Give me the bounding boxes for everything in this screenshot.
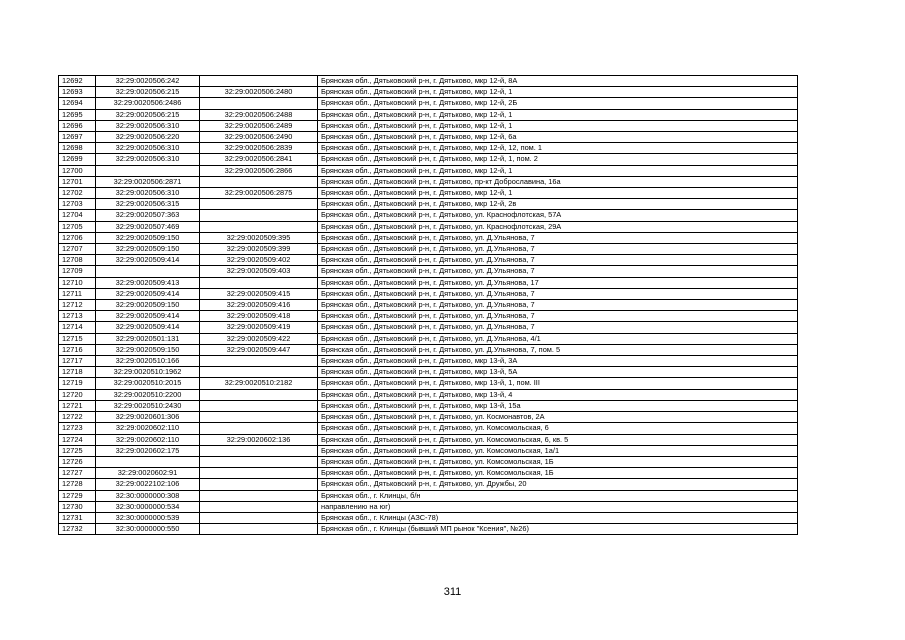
table-row [59,490,798,501]
address-cell: Брянская обл., Дятьковский р-н, г. Дятьково, мкр 12-й, 2в [318,199,798,210]
related-cadastral-number-cell: 32:29:0020602:136 [200,434,318,445]
related-cadastral-number-cell: 32:29:0020509:415 [200,288,318,299]
address-cell: Брянская обл., Дятьковский р-н, г. Дятьково, мкр 12-й, 1 [318,188,798,199]
cadastral-number-cell: 32:29:0020510:166 [96,356,200,367]
table-row [59,333,798,344]
related-cadastral-number-cell [200,98,318,109]
row-number-cell: 12729 [59,490,96,501]
address-cell: Брянская обл., Дятьковский р-н, г. Дятьково, ул. Комсомольская, 1а/1 [318,445,798,456]
cadastral-number-cell: 32:29:0020509:413 [96,277,200,288]
cadastral-number-cell: 32:29:0020506:215 [96,109,200,120]
cadastral-number-cell: 32:30:0000000:308 [96,490,200,501]
table-row [59,255,798,266]
cadastral-number-cell: 32:29:0020506:315 [96,199,200,210]
related-cadastral-number-cell [200,176,318,187]
row-number-cell: 12728 [59,479,96,490]
row-number-cell: 12720 [59,389,96,400]
address-cell: Брянская обл., Дятьковский р-н, г. Дятьково, ул. Краснофлотская, 57А [318,210,798,221]
related-cadastral-number-cell: 32:29:0020509:403 [200,266,318,277]
table-row [59,132,798,143]
related-cadastral-number-cell: 32:29:0020506:2490 [200,132,318,143]
address-cell: Брянская обл., Дятьковский р-н, г. Дятьково, мкр 12-й, 8А [318,76,798,87]
table-row [59,456,798,467]
address-cell: направлению на юг) [318,501,798,512]
address-cell: Брянская обл., Дятьковский р-н, г. Дятьково, ул. Д.Ульянова, 7 [318,288,798,299]
address-cell: Брянская обл., Дятьковский р-н, г. Дятьково, ул. Краснофлотская, 29А [318,221,798,232]
related-cadastral-number-cell: 32:29:0020509:418 [200,311,318,322]
address-cell: Брянская обл., Дятьковский р-н, г. Дятьково, ул. Космонавтов, 2А [318,412,798,423]
row-number-cell: 12731 [59,512,96,523]
row-number-cell: 12712 [59,300,96,311]
table-row [59,143,798,154]
address-cell: Брянская обл., Дятьковский р-н, г. Дятьково, ул. Комсомольская, 1Б [318,456,798,467]
address-cell: Брянская обл., Дятьковский р-н, г. Дятьково, мкр 12-й, 1 [318,109,798,120]
row-number-cell: 12717 [59,356,96,367]
table-row [59,176,798,187]
property-table-body [59,76,798,535]
table-row [59,344,798,355]
address-cell: Брянская обл., Дятьковский р-н, г. Дятьково, ул. Комсомольская, 6, кв. 5 [318,434,798,445]
row-number-cell: 12699 [59,154,96,165]
cadastral-number-cell: 32:29:0020506:310 [96,154,200,165]
address-cell: Брянская обл., Дятьковский р-н, г. Дятьково, мкр 12-й, 2Б [318,98,798,109]
related-cadastral-number-cell: 32:29:0020506:2488 [200,109,318,120]
address-cell: Брянская обл., Дятьковский р-н, г. Дятьково, ул. Д.Ульянова, 17 [318,277,798,288]
table-row [59,232,798,243]
address-cell: Брянская обл., Дятьковский р-н, г. Дятьково, ул. Д.Ульянова, 7 [318,311,798,322]
cadastral-number-cell: 32:29:0020509:150 [96,244,200,255]
address-cell: Брянская обл., Дятьковский р-н, г. Дятьково, мкр 12-й, 1 [318,87,798,98]
cadastral-number-cell: 32:29:0020506:310 [96,120,200,131]
cadastral-number-cell: 32:29:0020602:110 [96,434,200,445]
address-cell: Брянская обл., Дятьковский р-н, г. Дятьково, ул. Комсомольская, 6 [318,423,798,434]
cadastral-number-cell: 32:29:0020506:215 [96,87,200,98]
address-cell: Брянская обл., Дятьковский р-н, г. Дятьково, мкр 12-й, 1 [318,165,798,176]
related-cadastral-number-cell [200,445,318,456]
address-cell: Брянская обл., Дятьковский р-н, г. Дятьково, мкр 13-й, 5А [318,367,798,378]
row-number-cell: 12711 [59,288,96,299]
address-cell: Брянская обл., Дятьковский р-н, г. Дятьково, мкр 12-й, 6а [318,132,798,143]
related-cadastral-number-cell: 32:29:0020509:416 [200,300,318,311]
cadastral-number-cell: 32:29:0020506:310 [96,143,200,154]
cadastral-number-cell: 32:29:0020509:414 [96,311,200,322]
related-cadastral-number-cell: 32:29:0020509:422 [200,333,318,344]
address-cell: Брянская обл., Дятьковский р-н, г. Дятьково, ул. Д.Ульянова, 7 [318,255,798,266]
table-row [59,501,798,512]
cadastral-number-cell: 32:29:0020510:2015 [96,378,200,389]
row-number-cell: 12692 [59,76,96,87]
related-cadastral-number-cell [200,356,318,367]
row-number-cell: 12696 [59,120,96,131]
table-row [59,87,798,98]
table-row [59,378,798,389]
related-cadastral-number-cell [200,490,318,501]
address-cell: Брянская обл., Дятьковский р-н, г. Дятьково, мкр 13-й, 4 [318,389,798,400]
row-number-cell: 12732 [59,524,96,535]
row-number-cell: 12725 [59,445,96,456]
address-cell: Брянская обл., Дятьковский р-н, г. Дятьково, ул. Д.Ульянова, 4/1 [318,333,798,344]
related-cadastral-number-cell: 32:29:0020509:399 [200,244,318,255]
row-number-cell: 12716 [59,344,96,355]
table-row [59,468,798,479]
cadastral-number-cell: 32:29:0020509:414 [96,322,200,333]
related-cadastral-number-cell: 32:29:0020506:2839 [200,143,318,154]
page-number: 311 [443,586,462,598]
related-cadastral-number-cell: 32:29:0020506:2489 [200,120,318,131]
cadastral-number-cell: 32:29:0020602:91 [96,468,200,479]
table-row [59,199,798,210]
row-number-cell: 12710 [59,277,96,288]
address-cell: Брянская обл., г. Клинцы (бывший МП рынок "Ксения", №26) [318,524,798,535]
table-row [59,423,798,434]
address-cell: Брянская обл., Дятьковский р-н, г. Дятьково, мкр 12-й, 1 [318,120,798,131]
table-row [59,367,798,378]
address-cell: Брянская обл., Дятьковский р-н, г. Дятьково, мкр 13-й, 1, пом. III [318,378,798,389]
cadastral-number-cell: 32:29:0020506:2871 [96,176,200,187]
related-cadastral-number-cell [200,456,318,467]
table-row [59,154,798,165]
cadastral-number-cell: 32:30:0000000:534 [96,501,200,512]
related-cadastral-number-cell: 32:29:0020509:402 [200,255,318,266]
row-number-cell: 12723 [59,423,96,434]
address-cell: Брянская обл., Дятьковский р-н, г. Дятьково, ул. Д.Ульянова, 7 [318,244,798,255]
table-row [59,400,798,411]
related-cadastral-number-cell [200,199,318,210]
cadastral-number-cell: 32:29:0020601:306 [96,412,200,423]
cadastral-number-cell: 32:29:0020509:150 [96,232,200,243]
related-cadastral-number-cell: 32:29:0020509:447 [200,344,318,355]
table-row [59,120,798,131]
address-cell: Брянская обл., Дятьковский р-н, г. Дятьково, ул. Д.Ульянова, 7 [318,322,798,333]
related-cadastral-number-cell [200,501,318,512]
related-cadastral-number-cell [200,389,318,400]
row-number-cell: 12721 [59,400,96,411]
cadastral-number-cell: 32:29:0020507:363 [96,210,200,221]
table-row [59,98,798,109]
table-row [59,524,798,535]
cadastral-number-cell: 32:29:0020509:150 [96,300,200,311]
address-cell: Брянская обл., Дятьковский р-н, г. Дятьково, пр-кт Доброславина, 16а [318,176,798,187]
cadastral-number-cell: 32:29:0020507:469 [96,221,200,232]
cadastral-number-cell: 32:30:0000000:539 [96,512,200,523]
related-cadastral-number-cell [200,400,318,411]
row-number-cell: 12713 [59,311,96,322]
row-number-cell: 12722 [59,412,96,423]
address-cell: Брянская обл., Дятьковский р-н, г. Дятьково, мкр 12-й, 1, пом. 2 [318,154,798,165]
table-row [59,188,798,199]
address-cell: Брянская обл., Дятьковский р-н, г. Дятьково, мкр 13-й, 15а [318,400,798,411]
cadastral-number-cell: 32:29:0020506:220 [96,132,200,143]
row-number-cell: 12694 [59,98,96,109]
table-row [59,434,798,445]
address-cell: Брянская обл., Дятьковский р-н, г. Дятьково, ул. Д.Ульянова, 7 [318,266,798,277]
address-cell: Брянская обл., Дятьковский р-н, г. Дятьково, ул. Д.Ульянова, 7, пом. 5 [318,344,798,355]
table-row [59,445,798,456]
row-number-cell: 12727 [59,468,96,479]
row-number-cell: 12703 [59,199,96,210]
related-cadastral-number-cell [200,512,318,523]
row-number-cell: 12705 [59,221,96,232]
row-number-cell: 12726 [59,456,96,467]
table-row [59,356,798,367]
cadastral-number-cell: 32:29:0022102:106 [96,479,200,490]
row-number-cell: 12693 [59,87,96,98]
table-row [59,288,798,299]
address-cell: Брянская обл., Дятьковский р-н, г. Дятьково, ул. Д.Ульянова, 7 [318,300,798,311]
address-cell: Брянская обл., Дятьковский р-н, г. Дятьково, ул. Дружбы, 20 [318,479,798,490]
row-number-cell: 12700 [59,165,96,176]
related-cadastral-number-cell: 32:29:0020506:2866 [200,165,318,176]
row-number-cell: 12697 [59,132,96,143]
cadastral-number-cell: 32:29:0020510:2430 [96,400,200,411]
related-cadastral-number-cell [200,277,318,288]
address-cell: Брянская обл., Дятьковский р-н, г. Дятьково, мкр 13-й, 3А [318,356,798,367]
row-number-cell: 12701 [59,176,96,187]
table-row [59,322,798,333]
cadastral-number-cell: 32:29:0020510:1962 [96,367,200,378]
table-row [59,512,798,523]
related-cadastral-number-cell: 32:29:0020506:2841 [200,154,318,165]
cadastral-number-cell [96,456,200,467]
related-cadastral-number-cell [200,423,318,434]
table-row [59,76,798,87]
address-cell: Брянская обл., Дятьковский р-н, г. Дятьково, ул. Д.Ульянова, 7 [318,232,798,243]
row-number-cell: 12695 [59,109,96,120]
row-number-cell: 12714 [59,322,96,333]
table-row [59,277,798,288]
address-cell: Брянская обл., Дятьковский р-н, г. Дятьково, мкр 12-й, 12, пом. 1 [318,143,798,154]
related-cadastral-number-cell [200,468,318,479]
row-number-cell: 12718 [59,367,96,378]
cadastral-number-cell: 32:29:0020509:414 [96,288,200,299]
table-row [59,300,798,311]
cadastral-number-cell: 32:29:0020602:175 [96,445,200,456]
row-number-cell: 12724 [59,434,96,445]
table-row [59,389,798,400]
row-number-cell: 12702 [59,188,96,199]
related-cadastral-number-cell [200,210,318,221]
table-row [59,412,798,423]
row-number-cell: 12715 [59,333,96,344]
related-cadastral-number-cell: 32:29:0020510:2182 [200,378,318,389]
table-row [59,311,798,322]
cadastral-number-cell: 32:30:0000000:550 [96,524,200,535]
cadastral-number-cell: 32:29:0020510:2200 [96,389,200,400]
related-cadastral-number-cell [200,221,318,232]
row-number-cell: 12719 [59,378,96,389]
table-row [59,221,798,232]
related-cadastral-number-cell [200,524,318,535]
cadastral-number-cell [96,165,200,176]
table-row [59,210,798,221]
row-number-cell: 12698 [59,143,96,154]
address-cell: Брянская обл., г. Клинцы (АЗС-78) [318,512,798,523]
row-number-cell: 12708 [59,255,96,266]
row-number-cell: 12730 [59,501,96,512]
address-cell: Брянская обл., Дятьковский р-н, г. Дятьково, ул. Комсомольская, 1Б [318,468,798,479]
related-cadastral-number-cell: 32:29:0020509:419 [200,322,318,333]
related-cadastral-number-cell: 32:29:0020509:395 [200,232,318,243]
cadastral-number-cell: 32:29:0020506:242 [96,76,200,87]
row-number-cell: 12706 [59,232,96,243]
related-cadastral-number-cell: 32:29:0020506:2875 [200,188,318,199]
property-table [58,75,798,535]
table-row [59,165,798,176]
table-row [59,479,798,490]
cadastral-number-cell: 32:29:0020509:414 [96,255,200,266]
cadastral-number-cell: 32:29:0020506:310 [96,188,200,199]
address-cell: Брянская обл., г. Клинцы, б/н [318,490,798,501]
table-row [59,109,798,120]
related-cadastral-number-cell [200,412,318,423]
cadastral-number-cell: 32:29:0020506:2486 [96,98,200,109]
related-cadastral-number-cell [200,479,318,490]
related-cadastral-number-cell [200,76,318,87]
row-number-cell: 12704 [59,210,96,221]
cadastral-number-cell: 32:29:0020501:131 [96,333,200,344]
related-cadastral-number-cell [200,367,318,378]
table-row [59,266,798,277]
row-number-cell: 12709 [59,266,96,277]
related-cadastral-number-cell: 32:29:0020506:2480 [200,87,318,98]
table-row [59,244,798,255]
cadastral-number-cell: 32:29:0020602:110 [96,423,200,434]
cadastral-number-cell [96,266,200,277]
cadastral-number-cell: 32:29:0020509:150 [96,344,200,355]
row-number-cell: 12707 [59,244,96,255]
